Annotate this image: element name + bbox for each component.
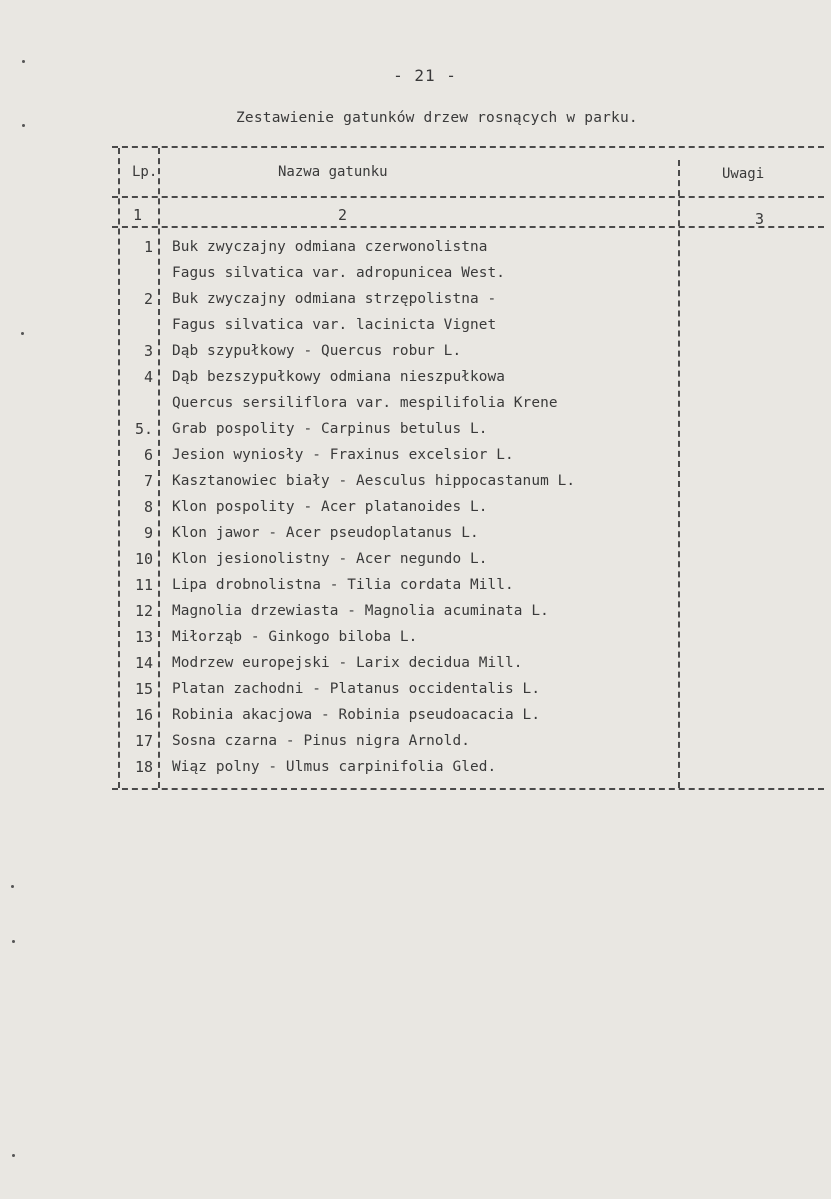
table-row bbox=[0, 754, 831, 780]
row-number: 15 bbox=[134, 680, 153, 698]
table-row bbox=[0, 286, 831, 312]
row-number: 10 bbox=[134, 550, 153, 568]
row-number: 12 bbox=[134, 602, 153, 620]
table-bottom-border bbox=[112, 788, 824, 790]
species-name: Magnolia drzewiasta - Magnolia acuminata L. bbox=[172, 603, 549, 619]
column-number-lp: 1 bbox=[133, 206, 143, 224]
row-number: 7 bbox=[143, 472, 153, 490]
species-name: Miłorząb - Ginkogo biloba L. bbox=[172, 629, 418, 645]
species-name: Wiąz polny - Ulmus carpinifolia Gled. bbox=[172, 759, 497, 775]
header-name: Nazwa gatunku bbox=[278, 164, 388, 180]
table-row bbox=[0, 676, 831, 702]
species-name: Modrzew europejski - Larix decidua Mill. bbox=[172, 655, 523, 671]
row-number: 8 bbox=[143, 498, 153, 516]
species-name: Klon jesionolistny - Acer negundo L. bbox=[172, 551, 488, 567]
species-name: Buk zwyczajny odmiana strzępolistna - bbox=[172, 291, 497, 307]
page-title: Zestawienie gatunków drzew rosnących w parku. bbox=[236, 110, 638, 126]
species-name: Dąb bezszypułkowy odmiana nieszpułkowa bbox=[172, 369, 506, 385]
row-number: 14 bbox=[134, 654, 153, 672]
header-notes: Uwagi bbox=[722, 166, 765, 182]
margin-mark bbox=[11, 885, 14, 888]
row-number: 9 bbox=[143, 524, 153, 542]
row-number: 16 bbox=[134, 706, 153, 724]
row-number: 3 bbox=[143, 342, 153, 360]
column-number-separator bbox=[112, 226, 824, 228]
species-name: Lipa drobnolistna - Tilia cordata Mill. bbox=[172, 577, 514, 593]
species-name: Dąb szypułkowy - Quercus robur L. bbox=[172, 343, 462, 359]
row-number: 11 bbox=[134, 576, 153, 594]
row-number: 17 bbox=[134, 732, 153, 750]
table-row bbox=[0, 416, 831, 442]
table-row bbox=[0, 364, 831, 390]
species-name: Buk zwyczajny odmiana czerwonolistna bbox=[172, 239, 488, 255]
table-row bbox=[0, 650, 831, 676]
margin-mark bbox=[22, 60, 25, 63]
table-row bbox=[0, 442, 831, 468]
table-row bbox=[0, 338, 831, 364]
margin-mark bbox=[12, 940, 15, 943]
header-lp: Lp. bbox=[132, 164, 158, 180]
species-name: Fagus silvatica var. adropunicea West. bbox=[172, 265, 506, 281]
species-name: Platan zachodni - Platanus occidentalis L. bbox=[172, 681, 541, 697]
table-top-border bbox=[112, 146, 824, 148]
page-number: - 21 - bbox=[393, 66, 457, 85]
row-number: 13 bbox=[134, 628, 153, 646]
row-number: 4 bbox=[143, 368, 153, 386]
column-number-name: 2 bbox=[338, 206, 348, 224]
table-row bbox=[0, 598, 831, 624]
table-row bbox=[0, 468, 831, 494]
species-name: Kasztanowiec biały - Aesculus hippocastanum L. bbox=[172, 473, 576, 489]
species-name: Klon pospolity - Acer platanoides L. bbox=[172, 499, 488, 515]
species-name: Grab pospolity - Carpinus betulus L. bbox=[172, 421, 488, 437]
table-row bbox=[0, 234, 831, 260]
table-row bbox=[0, 390, 831, 416]
table-row bbox=[0, 624, 831, 650]
species-name: Quercus sersiliflora var. mespilifolia Krene bbox=[172, 395, 558, 411]
column-number-notes: 3 bbox=[755, 210, 765, 228]
margin-mark bbox=[22, 124, 25, 127]
table-row bbox=[0, 572, 831, 598]
row-number: 6 bbox=[143, 446, 153, 464]
table-row bbox=[0, 260, 831, 286]
row-number: 5. bbox=[134, 420, 153, 438]
species-name: Jesion wyniosły - Fraxinus excelsior L. bbox=[172, 447, 514, 463]
header-separator bbox=[112, 196, 824, 198]
table-row bbox=[0, 546, 831, 572]
table-row bbox=[0, 728, 831, 754]
table-row bbox=[0, 520, 831, 546]
species-name: Klon jawor - Acer pseudoplatanus L. bbox=[172, 525, 479, 541]
row-number: 1 bbox=[143, 238, 153, 256]
table-row bbox=[0, 312, 831, 338]
row-number: 18 bbox=[134, 758, 153, 776]
species-name: Robinia akacjowa - Robinia pseudoacacia L. bbox=[172, 707, 541, 723]
table-row bbox=[0, 702, 831, 728]
species-name: Sosna czarna - Pinus nigra Arnold. bbox=[172, 733, 470, 749]
species-name: Fagus silvatica var. lacinicta Vignet bbox=[172, 317, 497, 333]
margin-mark bbox=[12, 1154, 15, 1157]
table-row bbox=[0, 494, 831, 520]
row-number: 2 bbox=[143, 290, 153, 308]
